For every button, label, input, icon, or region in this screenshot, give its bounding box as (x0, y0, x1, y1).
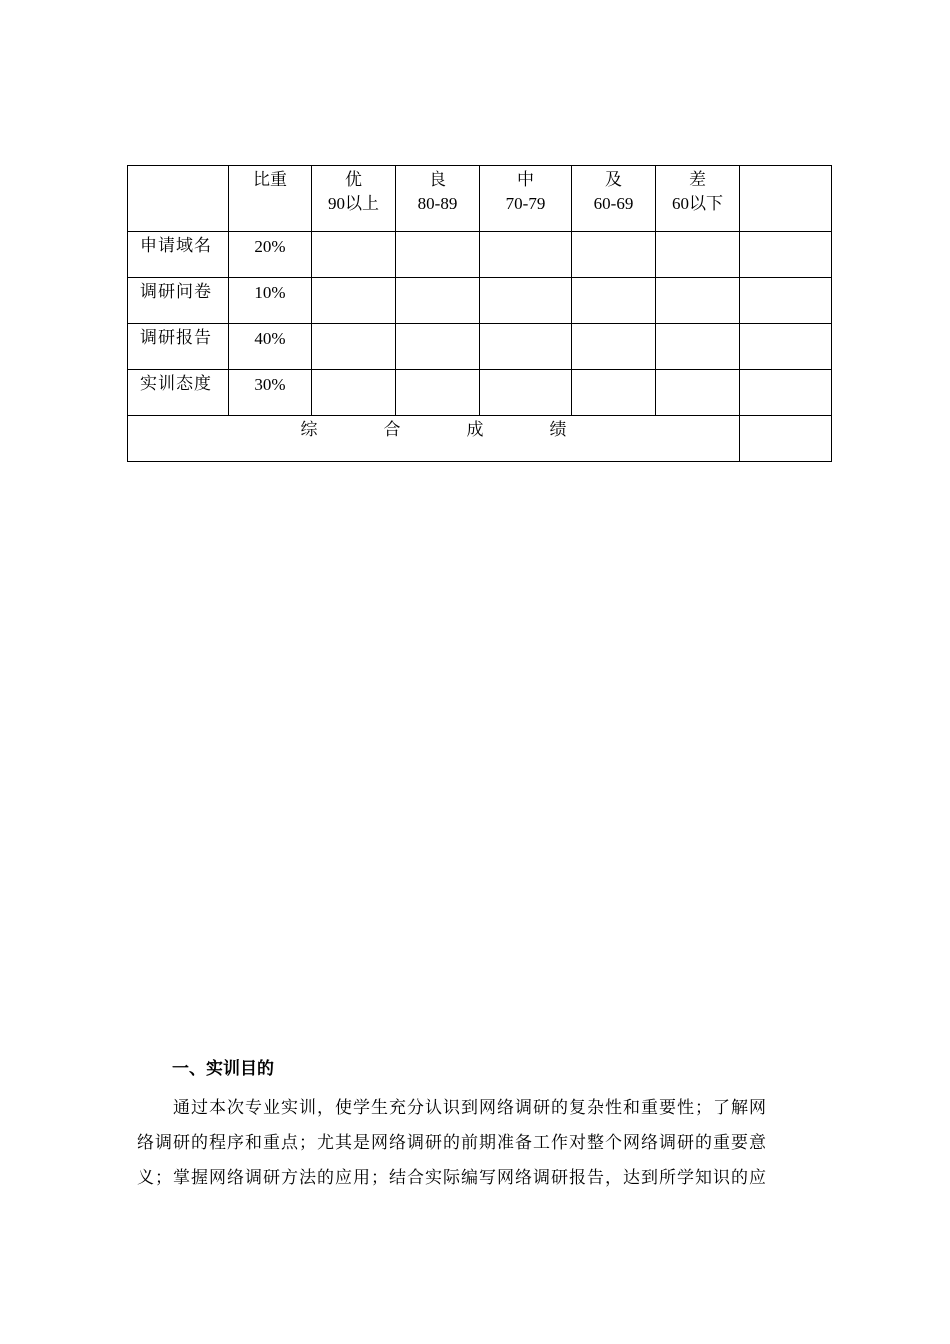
score-cell (740, 324, 832, 370)
score-cell (396, 324, 480, 370)
paragraph-line: 络调研的程序和重点；尤其是网络调研的前期准备工作对整个网络调研的重要意 (137, 1133, 767, 1153)
score-cell (572, 324, 656, 370)
score-cell (396, 370, 480, 416)
score-cell (740, 370, 832, 416)
score-cell (572, 370, 656, 416)
score-cell (740, 278, 832, 324)
header-excellent: 优 90以上 (312, 166, 396, 232)
row-label: 申请域名 (128, 232, 229, 278)
score-cell (656, 232, 740, 278)
score-cell (480, 232, 572, 278)
paragraph-line: 义；掌握网络调研方法的应用；结合实际编写网络调研报告，达到所学知识的应 (137, 1168, 767, 1188)
header-medium: 中 70-79 (480, 166, 572, 232)
header-pass: 及 60-69 (572, 166, 656, 232)
score-cell (312, 278, 396, 324)
score-cell (740, 232, 832, 278)
row-weight: 30% (229, 370, 312, 416)
table-row (128, 324, 832, 370)
score-cell (312, 232, 396, 278)
header-empty-cell (128, 166, 229, 232)
header-good: 良 80-89 (396, 166, 480, 232)
score-cell (572, 232, 656, 278)
score-cell (312, 370, 396, 416)
total-row (128, 416, 832, 462)
header-empty-cell (740, 166, 832, 232)
total-score-cell (740, 416, 832, 462)
paragraph-line: 通过本次专业实训，使学生充分认识到网络调研的复杂性和重要性；了解网 (173, 1098, 767, 1118)
row-label: 实训态度 (128, 370, 229, 416)
table-row (128, 278, 832, 324)
row-weight: 10% (229, 278, 312, 324)
section-heading: 一、实训目的 (172, 1059, 274, 1079)
score-cell (480, 370, 572, 416)
score-cell (656, 370, 740, 416)
score-cell (396, 232, 480, 278)
score-cell (480, 324, 572, 370)
table-row (128, 232, 832, 278)
table-header-row (128, 166, 832, 232)
row-weight: 20% (229, 232, 312, 278)
score-cell (480, 278, 572, 324)
score-cell (312, 324, 396, 370)
header-weight: 比重 (229, 166, 312, 232)
table-row (128, 370, 832, 416)
row-label: 调研问卷 (128, 278, 229, 324)
grading-table (127, 165, 832, 462)
row-weight: 40% (229, 324, 312, 370)
row-label: 调研报告 (128, 324, 229, 370)
score-cell (656, 278, 740, 324)
score-cell (656, 324, 740, 370)
total-score-label: 综 合 成 绩 (128, 416, 740, 462)
score-cell (396, 278, 480, 324)
score-cell (572, 278, 656, 324)
body-paragraph (137, 1091, 823, 1196)
header-poor: 差 60以下 (656, 166, 740, 232)
